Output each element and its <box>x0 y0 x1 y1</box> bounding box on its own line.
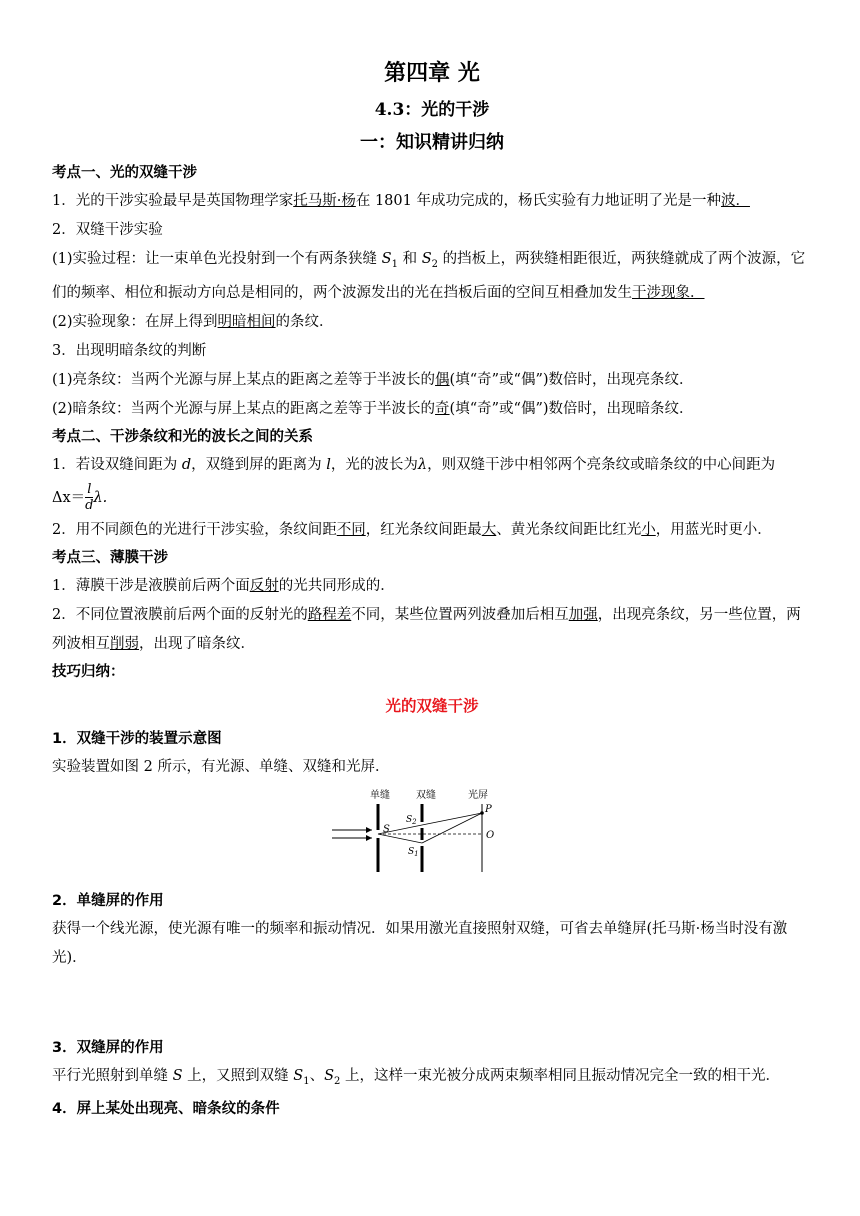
kp2-formula: Δx＝ $\frac{l}{d}$ λ. <box>52 482 108 514</box>
document-page <box>52 56 812 1123</box>
label-s2: $S_2$ <box>406 814 417 826</box>
s1-heading: 1．双缝干涉的装置示意图 <box>52 730 222 747</box>
double-slit-diagram <box>332 786 532 876</box>
arrow-1 <box>366 827 372 833</box>
s3-text: 平行光照射到单缝 S 上，又照到双缝 $S_1$、$S_2$ 上，这样一束光被分成两束频率相同且振动情况完全一致的相干光． <box>52 1067 780 1087</box>
kp2-p1: 1．若设双缝间距为 d，双缝到屏的距离为 l，光的波长为λ，则双缝干涉中相邻两个亮条纹或暗条纹的中心间距为 <box>52 456 776 473</box>
label-double-slit: 双缝 <box>416 789 436 801</box>
kp3-p1: 1．薄膜干涉是液膜前后两个面反射的光共同形成的． <box>52 577 395 594</box>
lesson-subtitle: 4.3：光的干涉 <box>374 100 490 120</box>
s3-heading: 3．双缝屏的作用 <box>52 1039 164 1056</box>
label-s1: $S_1$ <box>408 846 419 858</box>
point-p <box>480 811 484 815</box>
kp1-p1: 1．光的干涉实验最早是英国物理学家托马斯·杨在 1801 年成功完成的，杨氏实验有力地证明了光是一种波． <box>52 193 750 209</box>
skills-heading: 技巧归纳： <box>52 663 125 680</box>
arrow-2 <box>366 835 372 841</box>
section-title: 一：知识精讲归纳 <box>360 132 504 153</box>
kp2-heading: 考点二、干涉条纹和光的波长之间的关系 <box>52 428 313 445</box>
s2-heading: 2．单缝屏的作用 <box>52 892 164 909</box>
path-s2-p <box>422 813 482 825</box>
kp1-p7: (2)暗条纹：当两个光源与屏上某点的距离之差等于半波长的奇(填“奇”或“偶”)数倍时，出现暗条纹． <box>52 400 694 417</box>
label-p: P <box>485 803 492 815</box>
path-s-s1 <box>378 834 422 843</box>
kp1-p5: 3．出现明暗条纹的判断 <box>52 342 207 359</box>
kp2-p2: 2．用不同颜色的光进行干涉实验，条纹间距不同，红光条纹间距最大、黄光条纹间距比红光小，用蓝光时更小． <box>52 521 772 538</box>
label-o: O <box>486 829 495 841</box>
kp1-p6: (1)亮条纹：当两个光源与屏上某点的距离之差等于半波长的偶(填“奇”或“偶”)数倍时，出现亮条纹． <box>52 371 694 388</box>
kp1-p4: (2)实验现象：在屏上得到明暗相间的条纹． <box>52 313 334 330</box>
s4-heading: 4．屏上某处出现亮、暗条纹的条件 <box>52 1100 280 1117</box>
kp3-heading: 考点三、薄膜干涉 <box>52 549 168 566</box>
double-slit-figure <box>52 786 812 880</box>
path-s1-p <box>422 813 482 843</box>
s2-text: 获得一个线光源，使光源有唯一的频率和振动情况．如果用激光直接照射双缝，可省去单缝屏(托马斯·杨当时没有激光)． <box>52 920 788 966</box>
label-screen: 光屏 <box>468 789 488 801</box>
red-title: 光的双缝干涉 <box>385 696 479 715</box>
fraction: $\frac{l}{d}$ <box>85 482 94 514</box>
kp1-heading: 考点一、光的双缝干涉 <box>52 165 197 181</box>
s1-text: 实验装置如图 2 所示，有光源、单缝、双缝和光屏． <box>52 758 390 775</box>
label-single-slit: 单缝 <box>370 789 390 801</box>
kp1-p3: (1)实验过程：让一束单色光投射到一个有两条狭缝 $S_1$ 和 $S_2$ 的挡板上，两狭缝相距很近，两狭缝就成了两个波源，它们的频率、相位和振动方向总是相同的，两个波源发出的光在挡板后面的空间互相叠加发生干涉现象． <box>52 251 806 301</box>
chapter-title: 第四章 光 <box>384 60 480 86</box>
kp1-p2: 2．双缝干涉实验 <box>52 222 163 238</box>
spacer <box>52 973 812 1035</box>
kp3-p2: 2．不同位置液膜前后两个面的反射光的路程差不同，某些位置两列波叠加后相互加强，出现亮条纹，另一些位置，两列波相互削弱，出现了暗条纹． <box>52 606 801 652</box>
label-s: S <box>383 823 390 835</box>
